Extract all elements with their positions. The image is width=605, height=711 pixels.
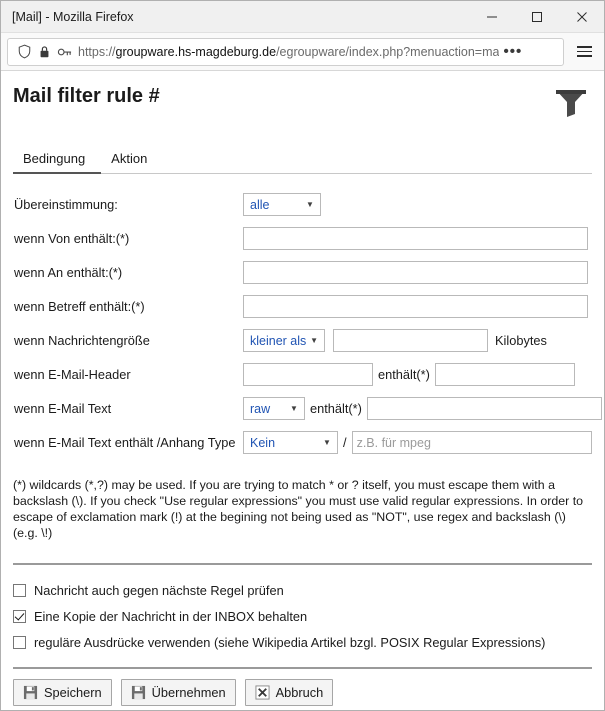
save-button-label: Speichern — [44, 685, 102, 700]
save-disk-icon — [23, 685, 38, 700]
match-select-value: alle — [250, 197, 270, 212]
url-scheme: https:// — [78, 44, 116, 59]
maximize-button[interactable] — [514, 1, 559, 33]
title-bar — [1, 1, 604, 33]
window-title: [Mail] - Mozilla Firefox — [12, 9, 134, 24]
filter-funnel-icon — [554, 87, 588, 122]
row-from — [13, 222, 592, 255]
match-select[interactable] — [243, 193, 321, 216]
url-path: /egroupware/index.php?menuaction=ma — [276, 44, 500, 59]
header-contains-label: enthält(*) — [378, 367, 430, 382]
label-size: wenn Nachrichtengröße — [14, 333, 150, 348]
chevron-down-icon: ▼ — [290, 404, 298, 413]
url-host: groupware.hs-magdeburg.de — [115, 44, 277, 59]
apply-button-label: Übernehmen — [151, 685, 226, 700]
header-name-input[interactable] — [243, 363, 373, 386]
size-operator-select[interactable] — [243, 329, 325, 352]
label-match: Übereinstimmung: — [14, 197, 118, 212]
to-input[interactable] — [243, 261, 588, 284]
label-header: wenn E-Mail-Header — [14, 367, 131, 382]
row-to — [13, 256, 592, 289]
subject-input[interactable] — [243, 295, 588, 318]
option-next-rule[interactable] — [13, 577, 592, 603]
minimize-button[interactable] — [469, 1, 514, 33]
field-header — [243, 363, 592, 386]
cancel-x-icon — [255, 685, 270, 700]
row-header — [13, 358, 592, 391]
field-body — [243, 397, 602, 420]
attachment-type-select[interactable] — [243, 431, 338, 454]
navigation-toolbar — [1, 33, 604, 71]
attachment-type-value: Kein — [250, 435, 276, 450]
field-from — [243, 227, 592, 250]
size-operator-value: kleiner als — [250, 333, 307, 348]
field-attachment — [243, 431, 592, 454]
from-input[interactable] — [243, 227, 588, 250]
chevron-down-icon: ▼ — [306, 200, 314, 209]
option-keep-copy[interactable] — [13, 603, 592, 629]
tab-aktion[interactable]: Aktion — [111, 151, 148, 166]
page-content — [1, 71, 604, 710]
option-regex[interactable] — [13, 629, 592, 655]
checkbox-keep-copy[interactable] — [13, 610, 26, 623]
url-bar[interactable] — [7, 38, 564, 66]
label-to: wenn An enthält:(*) — [14, 265, 123, 280]
row-match — [13, 188, 592, 221]
checkbox-regex[interactable] — [13, 636, 26, 649]
filter-form — [13, 188, 592, 706]
url-text[interactable] — [78, 45, 499, 59]
size-input[interactable] — [333, 329, 488, 352]
body-value-input[interactable] — [367, 397, 602, 420]
apply-button[interactable] — [121, 679, 236, 706]
attachment-separator: / — [343, 435, 347, 450]
cancel-button-label: Abbruch — [275, 685, 324, 700]
body-contains-label: enthält(*) — [310, 401, 362, 416]
button-bar — [13, 679, 592, 706]
page-header — [13, 71, 592, 122]
option-keep-copy-label: Eine Kopie der Nachricht in der INBOX behalten — [34, 608, 308, 624]
buttons-divider — [13, 667, 592, 669]
tab-bedingung[interactable]: Bedingung — [13, 149, 101, 174]
attachment-value-input[interactable] — [352, 431, 592, 454]
field-match — [243, 193, 592, 216]
size-unit-label: Kilobytes — [495, 333, 547, 348]
checkbox-next-rule[interactable] — [13, 584, 26, 597]
cancel-button[interactable] — [245, 679, 334, 706]
label-attachment: wenn E-Mail Text enthält /Anhang Type — [14, 435, 236, 450]
chevron-down-icon: ▼ — [323, 438, 331, 447]
app-menu-icon[interactable] — [570, 38, 598, 66]
label-body: wenn E-Mail Text — [14, 401, 112, 416]
row-attachment — [13, 426, 592, 459]
header-value-input[interactable] — [435, 363, 575, 386]
options-divider — [13, 563, 592, 565]
page-actions-icon[interactable]: ••• — [503, 42, 523, 60]
wildcard-help-text: (*) wildcards (*,?) may be used. If you are trying to match * or ? itself, you must escape them with a backslash (\). If you check "Use regular expressions" you must use valid regular expressions. In order to escape of exclamation mark (!) at the begining not being used as "NOT", use regex and backslash (\) (e.g. \!) — [13, 478, 584, 540]
page-title: Mail filter rule # — [13, 85, 160, 107]
row-body — [13, 392, 592, 425]
field-size — [243, 329, 592, 352]
chevron-down-icon: ▼ — [310, 336, 319, 345]
field-to — [243, 261, 592, 284]
lock-icon[interactable] — [34, 42, 54, 62]
field-subject — [243, 295, 592, 318]
save-disk-icon — [131, 685, 146, 700]
label-from: wenn Von enthält:(*) — [14, 231, 130, 246]
row-size — [13, 324, 592, 357]
close-button[interactable] — [559, 1, 604, 33]
body-mode-select[interactable] — [243, 397, 305, 420]
row-subject — [13, 290, 592, 323]
label-subject: wenn Betreff enthält:(*) — [14, 299, 145, 314]
shield-icon[interactable] — [14, 42, 34, 62]
save-button[interactable] — [13, 679, 112, 706]
tab-bar — [13, 148, 592, 174]
option-next-rule-label: Nachricht auch gegen nächste Regel prüfen — [34, 582, 284, 598]
option-regex-label: reguläre Ausdrücke verwenden (siehe Wikipedia Artikel bzgl. POSIX Regular Expressions) — [34, 634, 546, 650]
body-mode-value: raw — [250, 401, 271, 416]
permissions-icon[interactable] — [54, 42, 74, 62]
